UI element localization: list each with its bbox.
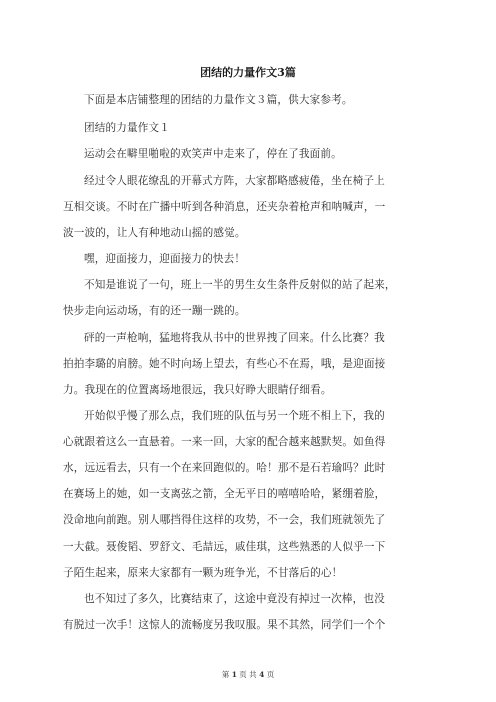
footer-suffix: 页 — [266, 670, 275, 679]
text-line: 运动会在噼里啪啦的欢笑声中走来了，停在了我面前。 — [84, 148, 342, 160]
text-line: 开始似乎慢了那么点，我们班的队伍与另一个班不相上下，我的 — [84, 410, 385, 422]
text-line: 拍拍李璐的肩膀。她不时向场上望去，有些心不在焉，哦，是迎面接 — [63, 358, 386, 370]
text-line: 快步走向运动场，有的还一蹦一跳的。 — [63, 305, 246, 317]
page-footer — [0, 670, 496, 680]
section-heading: 团结的力量作文１ — [84, 122, 170, 134]
text-line: 波一波的，让人有种地动山摇的感觉。 — [63, 227, 246, 239]
text-line: 有脱过一次手！这惊人的流畅度另我叹服。果不其然，同学们一个个 — [63, 619, 386, 631]
text-line: 经过令人眼花缭乱的开幕式方阵，大家都略感疲倦，坐在椅子上 — [84, 175, 385, 187]
footer-total-pages: 4 — [259, 670, 265, 679]
text-line: 砰的一声枪响，猛地将我从书中的世界拽了回来。什么比赛？我 — [84, 332, 385, 344]
text-line: 水，远远看去，只有一个在来回跑似的。哈！那不是石若瑜吗？此时 — [63, 462, 386, 474]
footer-page-number: 1 — [231, 670, 237, 679]
text-line: 下面是本店铺整理的团结的力量作文３篇，供大家参考。 — [84, 94, 353, 106]
text-line: 互相交谈。不时在广播中听到各种消息，还夹杂着枪声和呐喊声，一 — [63, 201, 386, 213]
text-line: 嘿，迎面接力，迎面接力的快去！ — [84, 253, 246, 265]
document-title: 团结的力量作文3篇 — [200, 66, 296, 79]
text-line: 一大截。聂俊韬、罗舒文、毛喆远，戚佳琪，这些熟悉的人似乎一下 — [63, 541, 386, 553]
footer-middle: 页 共 — [239, 670, 257, 679]
text-line: 力。我现在的位置离场地很远，我只好睁大眼睛仔细看。 — [63, 384, 332, 396]
text-line: 没命地向前跑。别人哪挡得住这样的攻势，不一会，我们班就领先了 — [63, 514, 386, 526]
text-line: 也不知过了多久，比赛结束了，这途中竟没有掉过一次棒，也没 — [84, 593, 385, 605]
text-line: 心就跟着这么一直悬着。一来一回，大家的配合越来越默契。如鱼得 — [63, 436, 386, 448]
text-line: 在赛场上的她，如一支离弦之箭，全无平日的嘻嘻哈哈，紧绷着脸， — [63, 488, 386, 500]
footer-prefix: 第 — [221, 670, 230, 679]
text-line: 不知是谁说了一句，班上一半的男生女生条件反射似的站了起来， — [84, 279, 396, 291]
text-line: 子陌生起来，原来大家都有一颗为班争光，不甘落后的心！ — [63, 567, 343, 579]
